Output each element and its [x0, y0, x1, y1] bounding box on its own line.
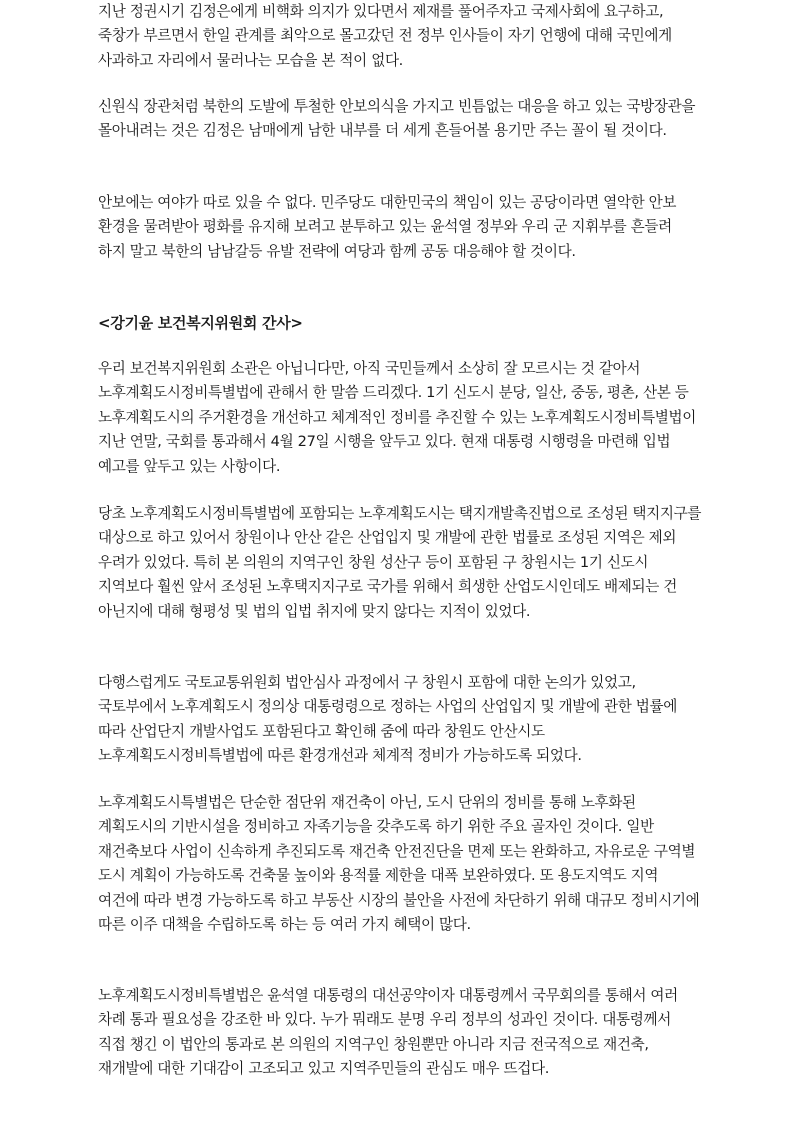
paragraph-6: 다행스럽게도 국토교통위원회 법안심사 과정에서 구 창원시 포함에 대한 논의가 있었고, 국토부에서 노후계획도시 정의상 대통령령으로 정하는 사업의 산업입지 및 개발에 관한 법률에 따라 산업단지 개발사업도 포함된다고 확인해 줌에 따라 창원도 안산시도 노후계획도시정비특별법에 따른 환경개선과 체계적 정비가 가능하도록 되었다. [98, 674, 678, 765]
paragraph-4: 우리 보건복지위원회 소관은 아닙니다만, 아직 국민들께서 소상히 잘 모르시는 것 같아서 노후계획도시정비특별법에 관해서 한 말씀 드리겠다. 1기 신도시 분당, 일산, 중동, 평촌, 산본 등 노후계획도시의 주거환경을 개선하고 체계적인 정비를 추진할 수 있는 노후계획도시정비특별법이 지난 연말, 국회를 통과해서 4월 27일 시행을 앞두고 있다. 현재 대통령 시행령을 마련해 입법 예고를 앞두고 있는 사항이다. [98, 360, 696, 475]
paragraph-2: 신원식 장관처럼 북한의 도발에 투철한 안보의식을 가지고 빈틈없는 대응을 하고 있는 국방장관을 몰아내려는 것은 김정은 남매에게 남한 내부를 더 세게 흔들어볼 용기만 주는 꼴이 될 것이다. [98, 98, 696, 140]
section-heading: <강기윤 보건복지위원회 간사> [98, 314, 303, 332]
paragraph-8: 노후계획도시정비특별법은 윤석열 대통령의 대선공약이자 대통령께서 국무회의를 통해서 여러 차례 통과 필요성을 강조한 바 있다. 누가 뭐래도 분명 우리 정부의 성과인 것이다. 대통령께서 직접 챙긴 이 법안의 통과로 본 의원의 지역구인 창원뿐만 아니라 지금 전국적으로 재건축, 재개발에 대한 기대감이 고조되고 있고 지역주민들의 관심도 매우 뜨겁다. [98, 987, 678, 1078]
paragraph-3: 안보에는 여야가 따로 있을 수 없다. 민주당도 대한민국의 책임이 있는 공당이라면 열악한 안보 환경을 물려받아 평화를 유지해 보려고 분투하고 있는 윤석열 정부와 우리 군 지휘부를 흔들려 하지 말고 북한의 남남갈등 유발 전략에 여당과 함께 공동 대응해야 할 것이다. [98, 194, 677, 260]
paragraph-7: 노후계획도시특별법은 단순한 점단위 재건축이 아닌, 도시 단위의 정비를 통해 노후화된 계획도시의 기반시설을 정비하고 자족기능을 갖추도록 하기 위한 주요 골자인 것이다. 일반 재건축보다 사업이 신속하게 추진되도록 재건축 안전진단을 면제 또는 완화하고, 자유로운 구역별 도시 계획이 가능하도록 건축물 높이와 용적률 제한을 대폭 보완하였다. 또 용도지역도 지역 여건에 따라 변경 가능하도록 하고 부동산 시장의 불안을 사전에 차단하기 위해 대규모 정비시기에 따른 이주 대책을 수립하도록 하는 등 여러 가지 혜택이 많다. [98, 794, 700, 934]
paragraph-1: 지난 정권시기 김정은에게 비핵화 의지가 있다면서 제재를 풀어주자고 국제사회에 요구하고, 죽창가 부르면서 한일 관계를 최악으로 몰고갔던 전 정부 인사들이 자기 언행에 대해 국민에게 사과하고 자리에서 물러나는 모습을 본 적이 없다. [98, 3, 672, 69]
paragraph-5: 당초 노후계획도시정비특별법에 포함되는 노후계획도시는 택지개발촉진법으로 조성된 택지지구를 대상으로 하고 있어서 창원이나 안산 같은 산업입지 및 개발에 관한 법률로 조성된 지역은 제외 우려가 있었다. 특히 본 의원의 지역구인 창원 성산구 등이 포함된 구 창원시는 1기 신도시 지역보다 훨씬 앞서 조성된 노후택지지구로 국가를 위해서 희생한 산업도시인데도 배제되는 건 아닌지에 대해 형평성 및 법의 입법 취지에 맞지 않다는 지적이 있었다. [98, 505, 702, 620]
